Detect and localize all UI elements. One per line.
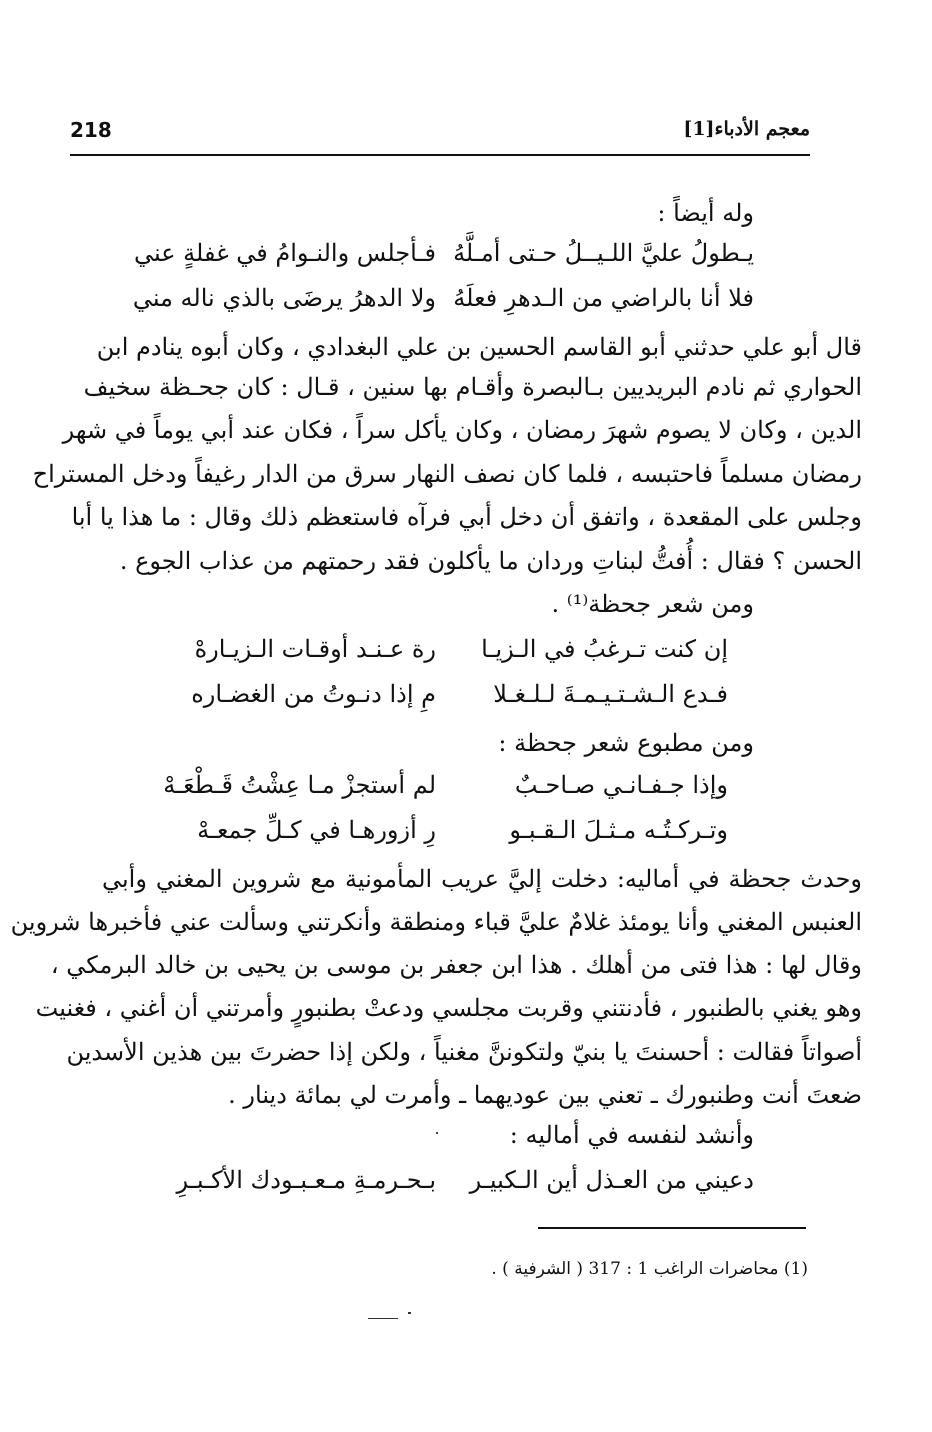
scan-mark xyxy=(408,1312,411,1314)
verse-second-hemistich: مِ إذا دنـوتُ من الغضـاره xyxy=(191,680,436,708)
verse-first-hemistich: إن كنت تـرغبُ في الـزيـا xyxy=(481,635,728,663)
verse-first-hemistich: فلا أنا بالراضي من الـدهرِ فعلَهُ xyxy=(453,284,754,312)
text-line: وجلس على المقعدة ، واتفق أن دخل أبي فرآه فاستعظم ذلك وقال : ما هذا يا أبا xyxy=(71,503,862,531)
verse-second-hemistich: لم أستجزْ مـا عِشْتُ قَـطْعَـهْ xyxy=(163,771,436,799)
text-line: ضعتَ أنت وطنبورك ـ تعني بين عوديهما ـ وأمرت لي بمائة دينار . xyxy=(228,1081,862,1109)
verse-first-hemistich: فـدع الـشـتـيـمـةَ لـلـغـلا xyxy=(493,680,728,708)
verse-second-hemistich: بـحـرمـةِ مـعـبـودك الأكـبـرِ xyxy=(176,1166,436,1194)
text-line: ومن مطبوع شعر جحظة : xyxy=(498,729,754,757)
text-line: قال أبو علي حدثني أبو القاسم الحسين بن علي البغدادي ، وكان أبوه ينادم ابن xyxy=(96,333,862,361)
page-number: 218 xyxy=(70,118,112,142)
verse-first-hemistich: يـطولُ عليَّ اللـيــلُ حـتى أمـلَّهُ xyxy=(453,239,754,267)
text-line: العنبس المغني وأنا يومئذ غلامٌ عليَّ قباء ومنطقة وأنكرتني وسألت عني فأخبرها شروين xyxy=(10,908,862,936)
book-title: معجم الأدباء[1] xyxy=(683,118,810,140)
text-line: الحواري ثم نادم البريديين بـالبصرة وأقـام بها سنين ، قـال : كان جحـظة سخيف xyxy=(83,373,862,401)
scan-mark xyxy=(436,1132,438,1134)
text-line: وأنشد لنفسه في أماليه : xyxy=(509,1121,754,1149)
scan-mark xyxy=(368,1318,398,1319)
verse-first-hemistich: وإذا جـفـانـي صـاحـبٌ xyxy=(514,771,728,799)
verse-second-hemistich: رة عـنـد أوقـات الـزيـارهْ xyxy=(194,635,436,663)
text-line: وقال لها : هذا فتى من أهلك . هذا ابن جعفر بن موسى بن يحيى بن خالد البرمكي ، xyxy=(50,951,862,979)
text-line: ومن شعر جحظة⁽¹⁾ . xyxy=(551,590,754,618)
footnote-separator xyxy=(538,1227,806,1229)
verse-second-hemistich: رِ أزورهـا في كـلِّ جمعـهْ xyxy=(197,816,436,844)
text-line: رمضان مسلماً فاحتبسه ، فلما كان نصف النهار سرق من الدار رغيفاً ودخل المستراح xyxy=(32,460,862,488)
verse-second-hemistich: ولا الدهرُ يرضَى بالذي ناله مني xyxy=(132,284,436,312)
text-line: أصواتاً فقالت : أحسنتَ يا بنيّ ولتكوننَّ مغنياً ، ولكن إذا حضرتَ بين هذين الأسدين xyxy=(66,1038,862,1066)
running-header xyxy=(70,118,810,156)
text-line: الدين ، وكان لا يصوم شهرَ رمضان ، وكان يأكل سراً ، فكان عند أبي يوماً في شهر xyxy=(62,416,862,444)
verse-second-hemistich: فـأجلس والنـوامُ في غفلةٍ عني xyxy=(133,239,436,267)
text-line: وهو يغني بالطنبور ، فأدنتني وقربت مجلسي ودعتْ بطنبورٍ وأمرتني أن أغني ، فغنيت xyxy=(35,994,862,1022)
verse-first-hemistich: وتـركـتُـه مـثـلَ الـقـبـو xyxy=(509,816,728,844)
text-line: وله أيضاً : xyxy=(657,199,754,227)
text-line: الحسن ؟ فقال : أُفتُّ لبناتِ وردان ما يأكلون فقد رحمتهم من عذاب الجوع . xyxy=(119,547,862,575)
text-line: وحدث جحظة في أماليه: دخلت إليَّ عريب المأمونية مع شروين المغني وأبي xyxy=(102,865,862,893)
verse-first-hemistich: دعيني من العـذل أين الـكبيـر xyxy=(469,1166,754,1194)
footnote: (1) محاضرات الراغب 1 : 317 ( الشرفية ) . xyxy=(491,1259,808,1279)
